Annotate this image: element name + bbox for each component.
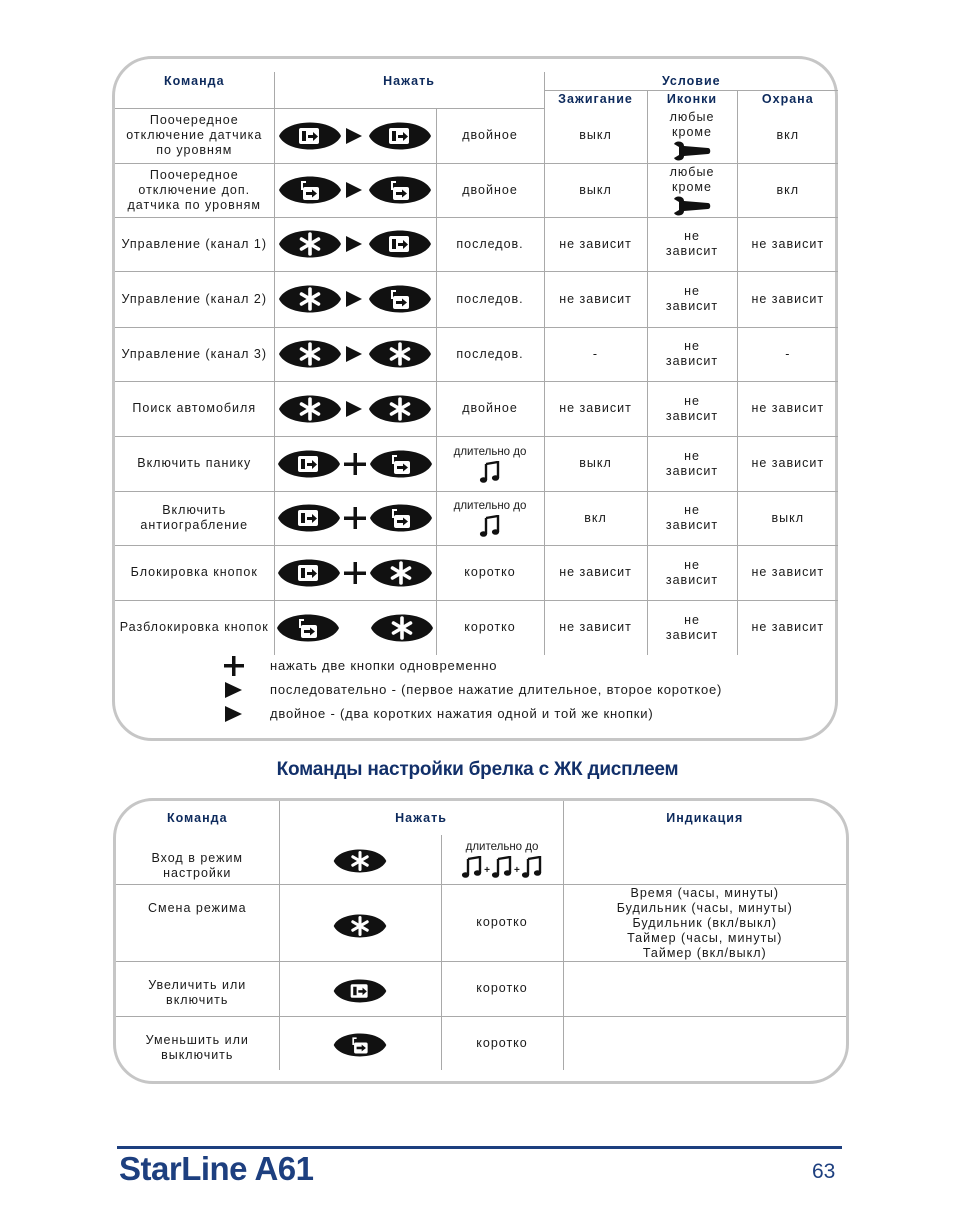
arrow-icon bbox=[345, 399, 365, 419]
press-type: коротко bbox=[464, 565, 516, 579]
melody-icon-row bbox=[437, 515, 544, 537]
lock-key-icon bbox=[276, 442, 342, 486]
icons-text: любые кроме bbox=[669, 109, 715, 139]
header-command: Команда bbox=[115, 72, 274, 108]
ignition-cell: вкл bbox=[544, 491, 647, 545]
guard-cell: выкл bbox=[737, 491, 838, 545]
command-cell: Включить панику bbox=[115, 436, 274, 491]
keys-cell bbox=[279, 835, 441, 884]
press-type: двойное bbox=[462, 401, 518, 415]
guard-cell: не зависит bbox=[737, 436, 838, 491]
keys-cell bbox=[274, 491, 436, 545]
arrow-icon bbox=[345, 289, 365, 309]
keys-cell bbox=[279, 884, 441, 961]
lock-key-icon bbox=[276, 551, 342, 595]
keys-cell bbox=[274, 436, 436, 491]
command-cell: Включить антиограбление bbox=[115, 491, 274, 545]
unlock-key-icon bbox=[368, 442, 434, 486]
keys-cell bbox=[274, 108, 436, 163]
keys-cell bbox=[274, 545, 436, 600]
command-cell: Блокировка кнопок bbox=[115, 545, 274, 600]
press-type: последов. bbox=[456, 291, 524, 306]
press-type: длительно до bbox=[453, 445, 527, 458]
ignition-cell: не зависит bbox=[544, 217, 647, 271]
header-indication: Индикация bbox=[563, 801, 846, 835]
ignition-cell: не зависит bbox=[544, 381, 647, 436]
arrow-icon bbox=[345, 126, 365, 146]
table-row bbox=[115, 436, 838, 491]
table-row bbox=[115, 600, 838, 655]
ignition-cell: выкл bbox=[544, 108, 647, 163]
arrow-icon bbox=[224, 704, 244, 724]
arrow-icon bbox=[345, 180, 365, 200]
guard-cell: не зависит bbox=[737, 217, 838, 271]
table-row bbox=[115, 381, 838, 436]
keys-cell bbox=[279, 961, 441, 1016]
press-cell bbox=[441, 884, 563, 961]
icons-cell bbox=[647, 327, 737, 381]
unlock-key-icon bbox=[367, 168, 433, 212]
header-guard: Охрана bbox=[737, 90, 838, 108]
table-row bbox=[116, 835, 846, 884]
ignition-cell: выкл bbox=[544, 436, 647, 491]
melody-icon bbox=[479, 515, 501, 537]
header-icons: Иконки bbox=[647, 90, 737, 108]
command-cell: Увеличить или включить bbox=[116, 961, 279, 1016]
keys-cell bbox=[274, 327, 436, 381]
press-cell bbox=[436, 600, 544, 655]
unlock-key-icon bbox=[332, 1026, 388, 1064]
arrow-icon bbox=[345, 234, 365, 254]
plus-icon bbox=[344, 453, 366, 475]
ignition-cell: не зависит bbox=[544, 545, 647, 600]
melody-icon-row bbox=[437, 461, 544, 483]
press-cell bbox=[436, 381, 544, 436]
table-row bbox=[115, 271, 838, 327]
icons-text: не зависит bbox=[665, 229, 719, 258]
keys-cell bbox=[274, 271, 436, 327]
footer-rule bbox=[117, 1146, 842, 1149]
unlock-key-icon bbox=[277, 168, 343, 212]
press-type: последов. bbox=[456, 236, 524, 251]
icons-text: любые кроме bbox=[669, 164, 715, 194]
melody-icon bbox=[461, 856, 483, 878]
press-type: коротко bbox=[464, 620, 516, 635]
plus-icon: + bbox=[514, 864, 520, 876]
header-ignition: Зажигание bbox=[544, 90, 647, 108]
press-type: двойное bbox=[462, 128, 518, 142]
key-combination bbox=[275, 496, 436, 540]
command-cell: Поиск автомобиля bbox=[115, 381, 274, 436]
star-key-icon bbox=[277, 387, 343, 431]
star-key-icon bbox=[277, 332, 343, 376]
command-cell: Смена режима bbox=[116, 884, 279, 961]
icons-text: не зависит bbox=[665, 284, 719, 313]
melody-icon bbox=[479, 461, 501, 483]
indication-cell bbox=[563, 1016, 846, 1070]
table-row bbox=[116, 884, 846, 961]
guard-cell: не зависит bbox=[737, 381, 838, 436]
lock-key-icon bbox=[277, 114, 343, 158]
star-key-icon bbox=[277, 222, 343, 266]
key-combination bbox=[275, 551, 436, 595]
keys-cell bbox=[274, 600, 436, 655]
star-key-icon bbox=[367, 387, 433, 431]
icons-text: не зависит bbox=[665, 557, 719, 587]
table-row bbox=[115, 217, 838, 271]
guard-cell: не зависит bbox=[737, 600, 838, 655]
command-cell: Уменьшить или выключить bbox=[116, 1016, 279, 1070]
lock-key-icon bbox=[367, 222, 433, 266]
press-cell bbox=[436, 163, 544, 217]
press-type: коротко bbox=[476, 1035, 528, 1050]
press-type: длительно до bbox=[465, 841, 539, 854]
melody-icon-row bbox=[442, 856, 563, 878]
keys-cell bbox=[274, 381, 436, 436]
lcd-settings-table bbox=[116, 801, 846, 1070]
section-title: Команды настройки брелка с ЖК дисплеем bbox=[276, 759, 679, 780]
press-type: коротко bbox=[476, 981, 528, 995]
wrench-icon bbox=[662, 141, 723, 161]
icons-cell bbox=[647, 163, 737, 217]
unlock-key-icon bbox=[368, 496, 434, 540]
command-cell: Управление (канал 3) bbox=[115, 327, 274, 381]
press-cell bbox=[436, 217, 544, 271]
icons-cell bbox=[647, 600, 737, 655]
icons-text: не зависит bbox=[665, 612, 719, 642]
legend-text: нажать две кнопки одновременно bbox=[270, 658, 498, 673]
wrench-icon bbox=[662, 196, 723, 216]
header-command: Команда bbox=[116, 801, 279, 835]
icons-cell bbox=[647, 545, 737, 600]
unlock-key-icon bbox=[275, 606, 341, 650]
key-combination bbox=[275, 332, 436, 376]
star-key-icon bbox=[369, 606, 435, 650]
table-row bbox=[115, 163, 838, 217]
ignition-cell: - bbox=[544, 327, 647, 381]
press-cell bbox=[436, 436, 544, 491]
icons-cell bbox=[647, 108, 737, 163]
melody-icon bbox=[491, 856, 513, 878]
guard-cell: - bbox=[737, 327, 838, 381]
star-key-icon bbox=[367, 332, 433, 376]
key-combination bbox=[280, 842, 441, 880]
press-cell bbox=[436, 271, 544, 327]
icons-text: не зависит bbox=[665, 503, 719, 532]
press-type: длительно до bbox=[453, 500, 527, 512]
brand-logo: StarLine A61 bbox=[119, 1150, 314, 1187]
plus-icon bbox=[344, 507, 366, 529]
keys-cell bbox=[274, 163, 436, 217]
table-row bbox=[116, 961, 846, 1016]
plus-icon bbox=[224, 656, 244, 676]
lock-key-icon bbox=[332, 972, 388, 1010]
keys-cell bbox=[274, 217, 436, 271]
icons-text: не зависит bbox=[665, 339, 719, 368]
icons-cell bbox=[647, 271, 737, 327]
ignition-cell: не зависит bbox=[544, 600, 647, 655]
legend-text: последовательно - (первое нажатие длительное, второе короткое) bbox=[270, 682, 723, 697]
page-number: 63 bbox=[812, 1160, 836, 1183]
star-key-icon bbox=[368, 551, 434, 595]
icons-cell bbox=[647, 217, 737, 271]
command-cell: Управление (канал 2) bbox=[115, 271, 274, 327]
command-cell: Поочередное отключение датчика по уровням bbox=[115, 108, 274, 163]
key-combination bbox=[275, 277, 436, 321]
legend-text: двойное - (два коротких нажатия одной и той же кнопки) bbox=[270, 706, 654, 721]
key-combination bbox=[275, 168, 436, 212]
icons-text: не зависит bbox=[665, 393, 719, 423]
table-row bbox=[115, 491, 838, 545]
star-key-icon bbox=[332, 907, 388, 945]
press-type: двойное bbox=[462, 182, 518, 197]
key-combination bbox=[275, 606, 436, 650]
arrow-icon bbox=[224, 680, 244, 700]
table-row bbox=[116, 1016, 846, 1070]
key-combination bbox=[280, 907, 441, 945]
lock-key-icon bbox=[276, 496, 342, 540]
icons-text: не зависит bbox=[665, 448, 719, 478]
icons-cell bbox=[647, 381, 737, 436]
arrow-icon bbox=[345, 344, 365, 364]
press-cell bbox=[436, 491, 544, 545]
star-key-icon bbox=[277, 277, 343, 321]
icons-cell bbox=[647, 491, 737, 545]
key-combination bbox=[275, 442, 436, 486]
remote-commands-table bbox=[115, 72, 838, 655]
press-type: последов. bbox=[456, 346, 524, 361]
press-type: коротко bbox=[476, 915, 528, 929]
guard-cell: вкл bbox=[737, 108, 838, 163]
lock-key-icon bbox=[367, 114, 433, 158]
keys-cell bbox=[279, 1016, 441, 1070]
header-condition: Условие bbox=[544, 72, 838, 90]
plus-icon bbox=[344, 562, 366, 584]
header-press: Нажать bbox=[279, 801, 563, 835]
press-cell bbox=[441, 961, 563, 1016]
indication-cell bbox=[563, 961, 846, 1016]
melody-icon bbox=[521, 856, 543, 878]
command-cell: Управление (канал 1) bbox=[115, 217, 274, 271]
ignition-cell: не зависит bbox=[544, 271, 647, 327]
unlock-key-icon bbox=[367, 277, 433, 321]
table-row bbox=[115, 327, 838, 381]
ignition-cell: выкл bbox=[544, 163, 647, 217]
press-cell bbox=[436, 327, 544, 381]
icons-cell bbox=[647, 436, 737, 491]
table-row bbox=[115, 545, 838, 600]
guard-cell: не зависит bbox=[737, 271, 838, 327]
guard-cell: вкл bbox=[737, 163, 838, 217]
key-combination bbox=[280, 1026, 441, 1064]
key-combination bbox=[275, 114, 436, 158]
command-cell: Поочередное отключение доп. датчика по уровням bbox=[115, 163, 274, 217]
press-cell bbox=[436, 545, 544, 600]
command-cell: Вход в режим настройки bbox=[116, 835, 279, 884]
indication-cell: Время (часы, минуты) Будильник (часы, минуты) Будильник (вкл/выкл) Таймер (часы, минуты) Таймер (вкл/выкл) bbox=[563, 884, 846, 961]
plus-icon: + bbox=[484, 864, 490, 876]
indication-cell bbox=[563, 835, 846, 884]
key-combination bbox=[280, 972, 441, 1010]
table-row bbox=[115, 108, 838, 163]
press-cell bbox=[441, 1016, 563, 1070]
command-cell: Разблокировка кнопок bbox=[115, 600, 274, 655]
press-cell bbox=[441, 835, 563, 884]
guard-cell: не зависит bbox=[737, 545, 838, 600]
key-combination bbox=[275, 222, 436, 266]
key-combination bbox=[275, 387, 436, 431]
header-press: Нажать bbox=[274, 72, 544, 108]
star-key-icon bbox=[332, 842, 388, 880]
press-cell bbox=[436, 108, 544, 163]
